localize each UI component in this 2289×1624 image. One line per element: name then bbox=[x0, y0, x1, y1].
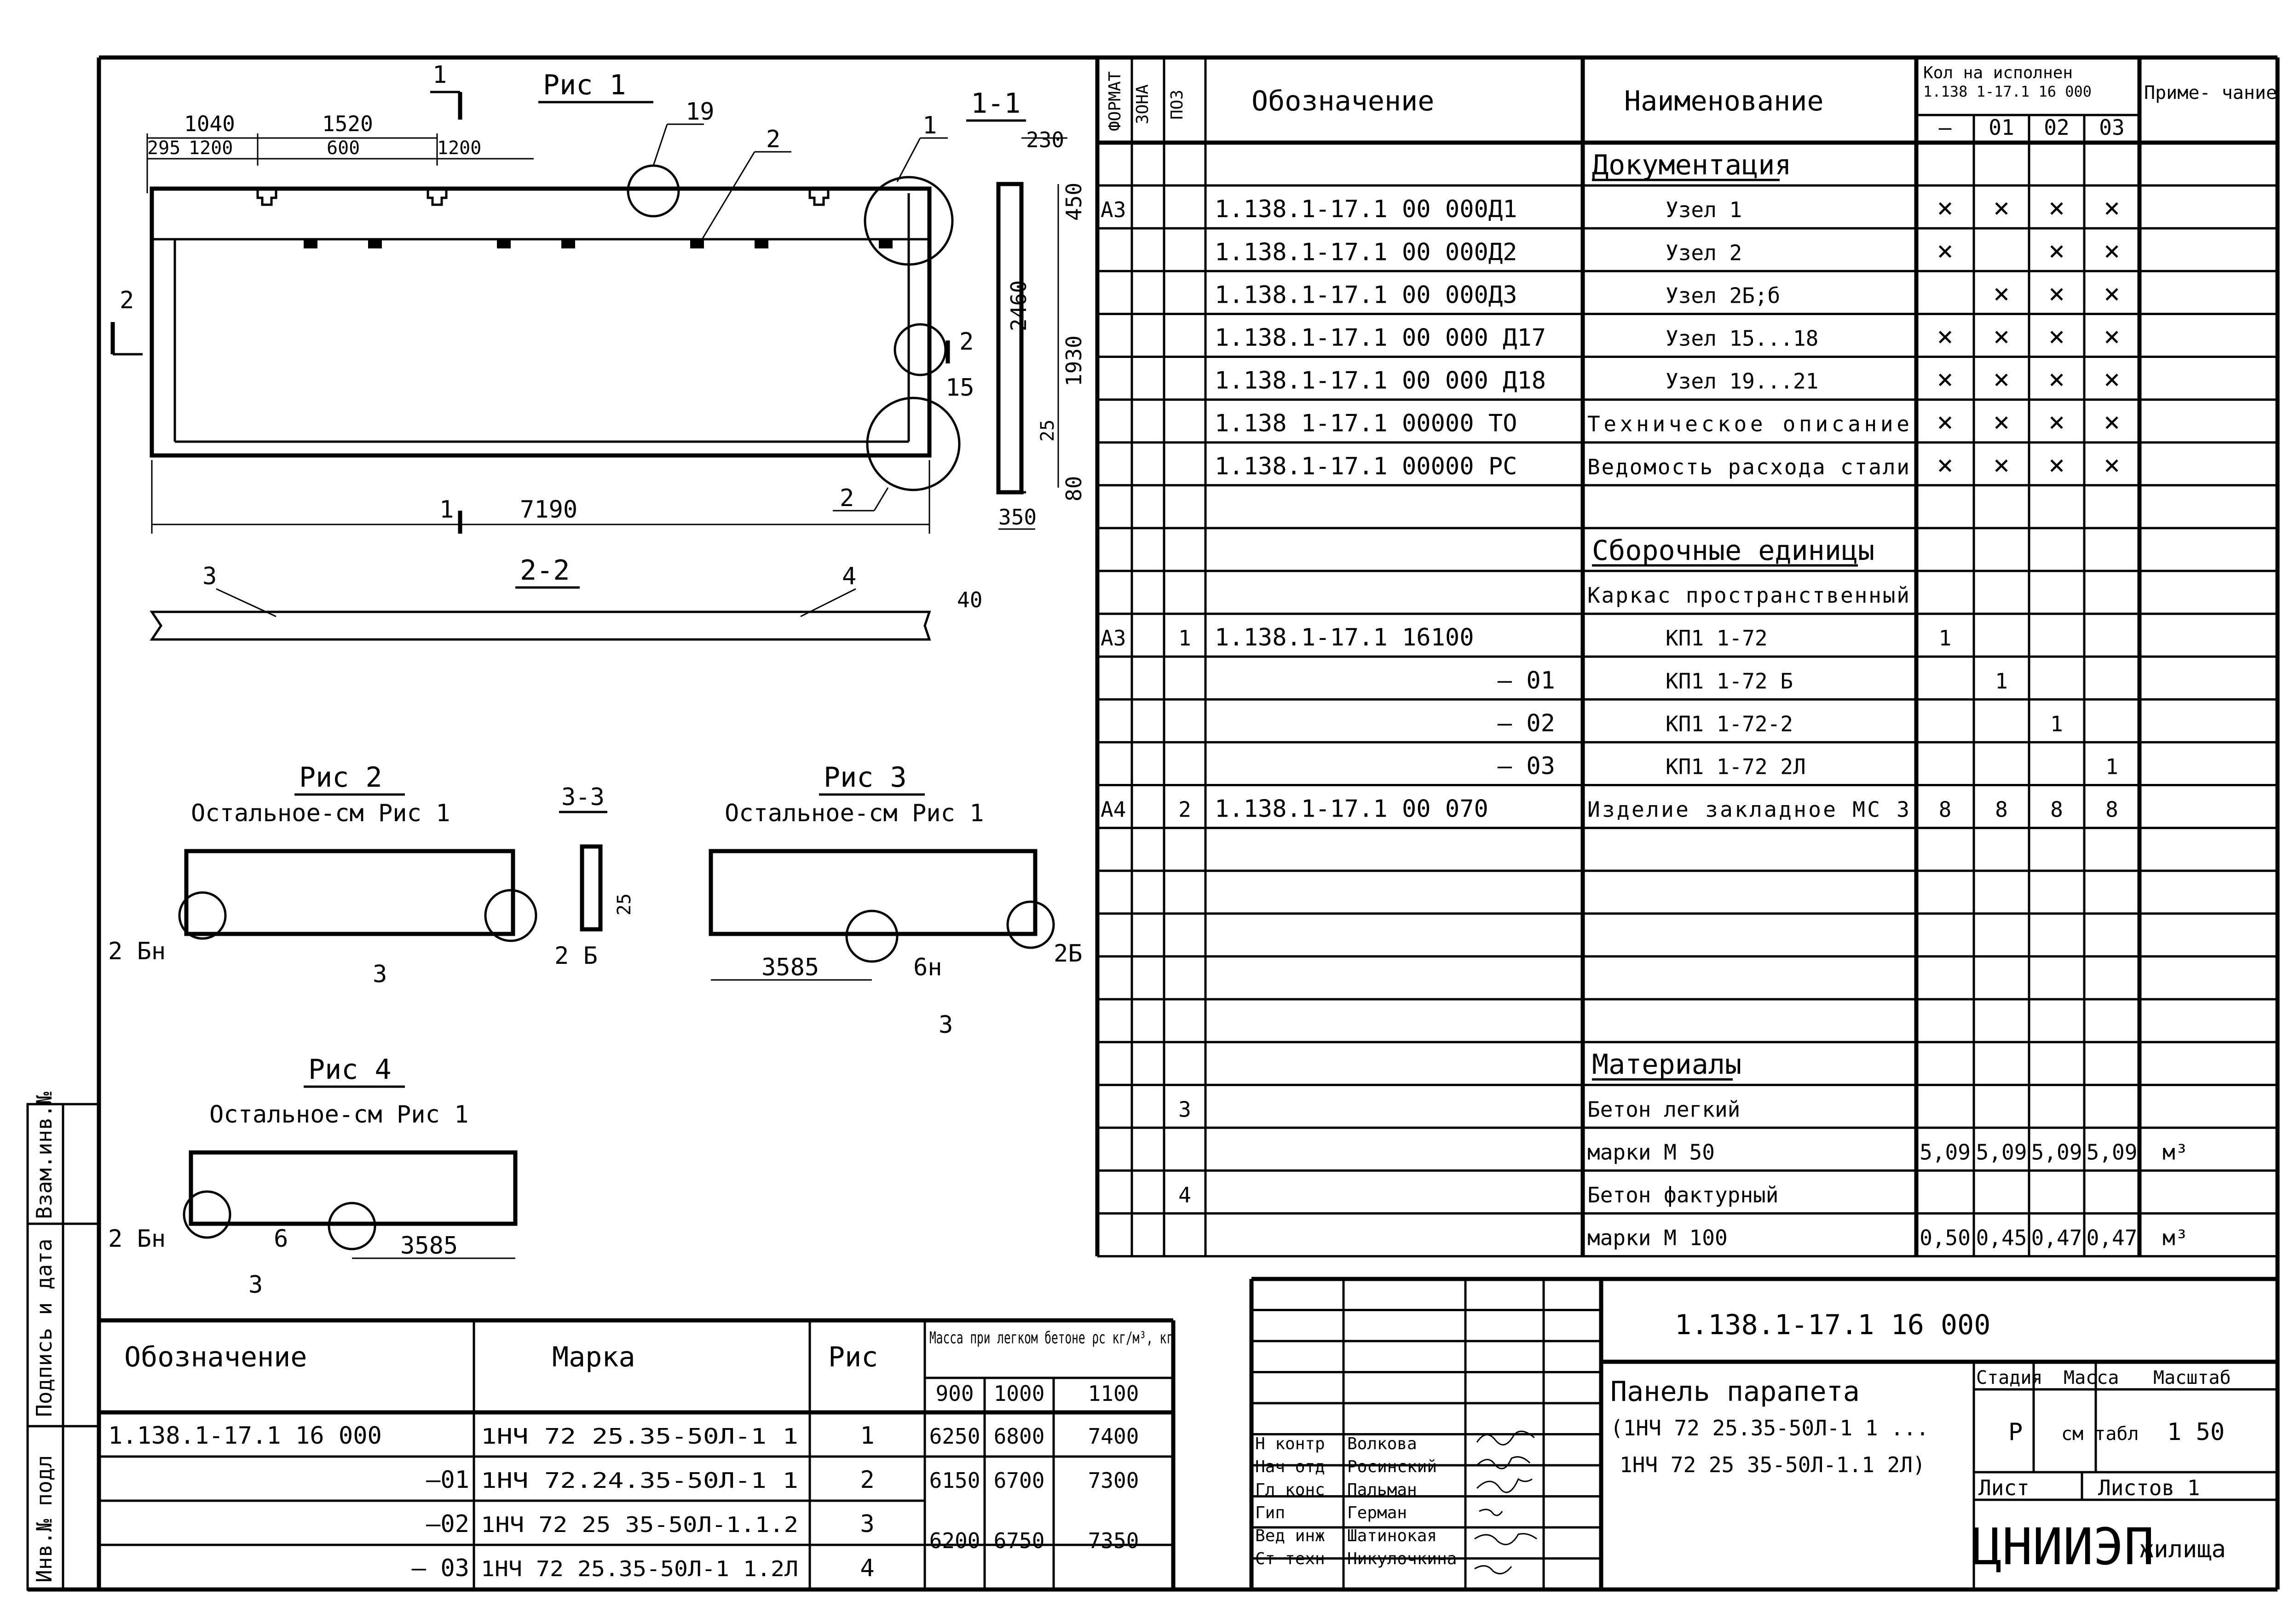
spec-cell-qty: 0,47 bbox=[2086, 1225, 2138, 1250]
spec-cell-name: Узел 1 bbox=[1666, 197, 1742, 223]
spec-cell-format: А4 bbox=[1101, 797, 1126, 822]
marks-header-designation: Обозначение bbox=[124, 1341, 307, 1373]
spec-header-qty: Кол на исполнен bbox=[1923, 63, 2073, 82]
dim-7190: 7190 bbox=[520, 496, 578, 524]
dim-295: 295 bbox=[147, 138, 181, 159]
tb-signers bbox=[1255, 1434, 1457, 1568]
spec-header-note: Приме- чание bbox=[2144, 82, 2277, 104]
tb-signer-name: Росинский bbox=[1347, 1457, 1437, 1476]
fig4-cut: 3 bbox=[248, 1271, 263, 1299]
tb-scale-label: Масштаб bbox=[2153, 1367, 2231, 1388]
tb-scale: 1 50 bbox=[2167, 1418, 2225, 1446]
marks-row bbox=[426, 1466, 1139, 1494]
spec-cell-qty: 5,09 bbox=[1920, 1140, 1971, 1165]
marks-header-mass: Масса при легком бетоне ρс кг/м³, кг bbox=[929, 1329, 1173, 1348]
spec-cell-qty: × bbox=[2103, 406, 2121, 438]
fig3-note: Остальное-см Рис 1 bbox=[725, 800, 984, 827]
tb-signer-role: Ст техн bbox=[1255, 1549, 1325, 1568]
title-block bbox=[1255, 1309, 2231, 1576]
spec-row bbox=[1215, 449, 2120, 481]
spec-header-qty-col: 03 bbox=[2099, 115, 2125, 140]
spec-cell-qty: × bbox=[2103, 449, 2121, 481]
spec-cell-pos: 3 bbox=[1178, 1097, 1191, 1122]
fig2-dim-25: 25 bbox=[614, 893, 635, 916]
fig2-title: Рис 2 bbox=[299, 761, 382, 794]
marks-cell-mass: 7400 bbox=[1088, 1424, 1139, 1449]
tb-signer-name: Герман bbox=[1347, 1503, 1407, 1522]
dim-40: 40 bbox=[957, 587, 983, 612]
callout-2-a: 2 bbox=[766, 126, 781, 153]
tb-signer-role: Гл конс bbox=[1255, 1480, 1325, 1499]
dim-80: 80 bbox=[1061, 476, 1086, 501]
spec-row bbox=[1101, 192, 2120, 224]
dim-1200-a: 1200 bbox=[189, 138, 233, 159]
tb-signer-role: Гип bbox=[1255, 1503, 1286, 1522]
dim-600: 600 bbox=[327, 138, 360, 159]
dim-230: 230 bbox=[1026, 127, 1065, 152]
tb-title: Панель парапета bbox=[1610, 1376, 1860, 1408]
spec-row bbox=[1178, 1097, 1740, 1122]
spec-cell-designation: 1.138 1-17.1 00000 ТО bbox=[1215, 409, 1517, 438]
spec-row bbox=[1215, 277, 2120, 310]
dim-2460: 2460 bbox=[1006, 280, 1031, 331]
spec-cell-qty: 1 bbox=[1995, 668, 2008, 694]
marks-row bbox=[426, 1510, 875, 1538]
spec-cell-qty: × bbox=[2103, 277, 2121, 310]
marks-header-density: 1000 bbox=[993, 1381, 1045, 1406]
fig2-cut: 3 bbox=[373, 961, 387, 988]
spec-cell-qty: 1 bbox=[1938, 626, 1952, 651]
dim-25: 25 bbox=[1037, 419, 1058, 442]
spec-cell-name: КП1 1-72 Б bbox=[1666, 668, 1793, 694]
spec-cell-name: Узел 2 bbox=[1666, 240, 1742, 265]
spec-row bbox=[1178, 1183, 1778, 1208]
spec-cell-name: Изделие закладное МС 3 bbox=[1587, 797, 1909, 822]
spec-cell-qty: 8 bbox=[1995, 797, 2008, 822]
spec-cell-qty: × bbox=[1937, 406, 1954, 438]
spec-row bbox=[1587, 1140, 2188, 1164]
spec-cell-designation: 1.138.1-17.1 00 000 Д18 bbox=[1215, 367, 1546, 395]
spec-cell-name: Ведомость расхода стали bbox=[1587, 454, 1909, 479]
marks-cell-designation: – 03 bbox=[411, 1555, 469, 1582]
spec-cell-qty: × bbox=[1993, 192, 2010, 225]
spec-cell-pos: 2 bbox=[1178, 797, 1191, 822]
tb-signer-row bbox=[1255, 1526, 1437, 1545]
spec-row bbox=[1101, 795, 2118, 823]
spec-row bbox=[1498, 753, 2118, 780]
marks-cell-mass: 6800 bbox=[993, 1424, 1045, 1449]
spec-header-name: Наименование bbox=[1624, 85, 1824, 117]
tb-sheet-label: Лист bbox=[1978, 1475, 2030, 1500]
spec-cell-qty: × bbox=[1993, 320, 2010, 353]
tb-signer-name: Никулочкина bbox=[1347, 1549, 1457, 1568]
spec-cell-qty: 0,45 bbox=[1976, 1225, 2027, 1250]
spec-cell-qty: × bbox=[1993, 449, 2010, 481]
spec-cell-qty: 1 bbox=[2050, 711, 2063, 737]
tb-signer-row bbox=[1255, 1434, 1417, 1453]
spec-row bbox=[1592, 1048, 1741, 1081]
fig4-dim-3585: 3585 bbox=[400, 1232, 458, 1260]
spec-cell-qty: 8 bbox=[1938, 797, 1952, 822]
spec-cell-name: Техническое описание bbox=[1587, 411, 1909, 437]
spec-cell-name: КП1 1-72 bbox=[1666, 626, 1768, 651]
spec-cell-designation: 1.138.1-17.1 00 000Д2 bbox=[1215, 238, 1517, 266]
spec-cell-qty: × bbox=[2103, 363, 2121, 396]
spec-cell-name: Каркас пространственный bbox=[1587, 583, 1909, 608]
tb-mass: см табл bbox=[2061, 1423, 2139, 1445]
spec-header-qty-col: — bbox=[1938, 115, 1952, 140]
tb-org-logo: ЦНИИЭП bbox=[1972, 1517, 2155, 1576]
fig2-node-right: 2 Б bbox=[554, 942, 598, 970]
marks-cell-mass: 7300 bbox=[1088, 1468, 1139, 1493]
marks-cell-mass-merged: 6200 bbox=[929, 1528, 980, 1553]
spec-cell-qty: 8 bbox=[2050, 797, 2063, 822]
fig3-cut: 3 bbox=[939, 1011, 953, 1039]
spec-cell-qty: 5,09 bbox=[1976, 1140, 2027, 1165]
marks-header-mark: Марка bbox=[552, 1341, 635, 1373]
spec-cell-qty: 5,09 bbox=[2086, 1140, 2138, 1165]
spec-cell-format: А3 bbox=[1101, 626, 1126, 651]
spec-cell-qty: 0,50 bbox=[1920, 1225, 1971, 1250]
dim-1040: 1040 bbox=[184, 111, 235, 136]
tb-signer-role: Нач отд bbox=[1255, 1457, 1325, 1476]
spec-cell-name: Бетон фактурный bbox=[1587, 1182, 1779, 1208]
figure-2 bbox=[108, 761, 635, 988]
spec-cell-qty: × bbox=[1993, 277, 2010, 310]
figure-4 bbox=[108, 1054, 515, 1299]
spec-header-zone: ЗОНА bbox=[1133, 84, 1152, 124]
fig2-note: Остальное-см Рис 1 bbox=[191, 800, 450, 827]
fig3-node-2b: 2Б bbox=[1054, 940, 1083, 967]
fig4-node-left: 2 Бн bbox=[108, 1225, 166, 1253]
spec-cell-format: А3 bbox=[1101, 197, 1126, 223]
spec-cell-qty: 5,09 bbox=[2031, 1140, 2082, 1165]
spec-cell-name: марки М 100 bbox=[1587, 1225, 1728, 1250]
callout-1: 1 bbox=[923, 112, 937, 139]
spec-cell-qty: × bbox=[2048, 235, 2065, 267]
marks-cell-mark: 1НЧ 72 25.35-50Л-1 1.2Л bbox=[481, 1556, 798, 1581]
spec-cell-pos: 1 bbox=[1178, 626, 1191, 651]
marks-cell-mass-merged: 7350 bbox=[1088, 1528, 1139, 1553]
spec-cell-qty: × bbox=[2048, 277, 2065, 310]
marks-cell-mark: 1НЧ 72 25.35-50Л-1 1 bbox=[481, 1424, 798, 1449]
margin-inv-podl: Инв.№ подл bbox=[32, 1455, 57, 1583]
tb-signer-role: Н контр bbox=[1255, 1434, 1325, 1453]
spec-header-pos: ПОЗ bbox=[1168, 89, 1187, 120]
fig2-node-left: 2 Бн bbox=[108, 938, 166, 965]
fig1-cut-2: 2 bbox=[120, 287, 134, 314]
marks-cell-fig: 2 bbox=[860, 1466, 875, 1494]
callout-3: 3 bbox=[202, 563, 217, 590]
spec-cell-qty: × bbox=[1937, 192, 1954, 225]
tb-doc-number: 1.138.1-17.1 16 000 bbox=[1675, 1309, 1991, 1341]
section-2-2-title: 2-2 bbox=[520, 554, 570, 587]
spec-rows bbox=[1101, 115, 2188, 1250]
spec-cell-qty: × bbox=[2048, 363, 2065, 396]
spec-row bbox=[1587, 1226, 2188, 1250]
marks-header-fig: Рис bbox=[828, 1341, 878, 1373]
spec-cell-qty: × bbox=[1937, 363, 1954, 396]
callout-2-b: 2 bbox=[959, 328, 974, 356]
marks-cell-mass: 6700 bbox=[993, 1468, 1045, 1493]
tb-org-suffix: жилища bbox=[2139, 1536, 2226, 1563]
spec-cell-designation: 1.138.1-17.1 00 000Д1 bbox=[1215, 196, 1517, 224]
spec-cell-designation: 1.138.1-17.1 00000 РС bbox=[1215, 452, 1517, 480]
spec-cell-name: Узел 2Б;б bbox=[1666, 283, 1781, 308]
spec-cell-name: Узел 19...21 bbox=[1666, 369, 1819, 394]
callout-2-c: 2 bbox=[840, 484, 854, 512]
tb-signer-role: Вед инж bbox=[1255, 1526, 1325, 1545]
dim-1930: 1930 bbox=[1061, 335, 1086, 386]
section-3-3-title: 3-3 bbox=[561, 783, 605, 811]
spec-cell-qty: 8 bbox=[2105, 797, 2118, 822]
spec-cell-qty: 1 bbox=[2105, 754, 2118, 779]
spec-row bbox=[1587, 583, 1909, 608]
fig3-node-6: 6н bbox=[913, 954, 942, 981]
spec-cell-qty: × bbox=[1937, 320, 1954, 353]
spec-row bbox=[1215, 406, 2120, 438]
marks-header-density: 900 bbox=[935, 1381, 974, 1406]
spec-header-format: ФОРМАТ bbox=[1106, 71, 1124, 131]
spec-row bbox=[1215, 321, 2120, 353]
spec-cell-qty: × bbox=[1937, 449, 1954, 481]
tb-sheets-label: Листов 1 bbox=[2098, 1475, 2200, 1500]
dim-450: 450 bbox=[1061, 182, 1086, 221]
spec-cell-note: м³ bbox=[2162, 1140, 2188, 1165]
spec-section-heading: Сборочные единицы bbox=[1592, 535, 1875, 567]
tb-subtitle-1: (1НЧ 72 25.35-50Л-1 1 ... bbox=[1610, 1416, 1929, 1440]
spec-cell-qty: × bbox=[2048, 406, 2065, 438]
marks-cell-fig: 4 bbox=[860, 1555, 875, 1582]
spec-cell-name: Узел 15...18 bbox=[1666, 326, 1819, 351]
spec-header-qty-col: 01 bbox=[1989, 115, 2014, 140]
spec-row bbox=[1215, 235, 2120, 267]
spec-header-qty-sub: 1.138 1-17.1 16 000 bbox=[1923, 83, 2092, 100]
spec-cell-name: Бетон легкий bbox=[1587, 1097, 1741, 1122]
spec-cell-name: КП1 1-72-2 bbox=[1666, 711, 1793, 737]
figure-3 bbox=[711, 761, 1083, 1039]
spec-row bbox=[1101, 624, 1951, 651]
spec-cell-qty: × bbox=[2048, 320, 2065, 353]
spec-cell-qty: 0,47 bbox=[2031, 1225, 2082, 1250]
marks-cell-mass: 6150 bbox=[929, 1468, 980, 1493]
spec-cell-pos: 4 bbox=[1178, 1182, 1191, 1208]
tb-stage: Р bbox=[2008, 1418, 2023, 1446]
spec-cell-name: марки М 50 bbox=[1587, 1140, 1715, 1165]
marks-cell-fig: 1 bbox=[860, 1422, 875, 1450]
spec-cell-designation: – 02 bbox=[1497, 709, 1555, 737]
fig1-cut-mark: 1 bbox=[432, 61, 447, 89]
margin-vzam: Взам.инв.№ bbox=[32, 1092, 57, 1219]
callout-15: 15 bbox=[946, 374, 974, 402]
spec-cell-designation: 1.138.1-17.1 00 070 bbox=[1215, 795, 1488, 823]
fig3-title: Рис 3 bbox=[824, 761, 907, 794]
callout-19: 19 bbox=[686, 98, 715, 126]
spec-section-heading: Материалы bbox=[1592, 1048, 1742, 1081]
marks-header-density: 1100 bbox=[1088, 1381, 1139, 1406]
fig1-title: Рис 1 bbox=[543, 69, 626, 101]
spec-cell-qty: × bbox=[2103, 235, 2121, 267]
marks-cell-designation: –01 bbox=[426, 1466, 469, 1494]
dim-350: 350 bbox=[998, 505, 1037, 530]
spec-row bbox=[1592, 535, 1874, 567]
tb-signer-name: Пальман bbox=[1347, 1480, 1417, 1499]
spec-header-designation: Обозначение bbox=[1251, 85, 1435, 117]
tb-signer-row bbox=[1255, 1503, 1407, 1522]
tb-mass-label: Масса bbox=[2064, 1367, 2119, 1388]
spec-row bbox=[1498, 667, 2008, 694]
section-1-1-title: 1-1 bbox=[971, 87, 1021, 120]
spec-cell-qty: × bbox=[2103, 192, 2121, 225]
marks-cell-designation: 1.138.1-17.1 16 000 bbox=[108, 1422, 382, 1450]
spec-cell-note: м³ bbox=[2162, 1225, 2188, 1250]
spec-row bbox=[1592, 149, 1791, 181]
fig1-cut-mark-bottom: 1 bbox=[439, 496, 454, 524]
tb-signer-name: Волкова bbox=[1347, 1434, 1417, 1453]
spec-cell-qty: × bbox=[2048, 192, 2065, 225]
marks-cell-mass: 6250 bbox=[929, 1424, 980, 1449]
dim-1520: 1520 bbox=[322, 111, 373, 136]
left-margin-stamp bbox=[28, 1092, 99, 1589]
tb-signer-row bbox=[1255, 1457, 1437, 1476]
spec-cell-designation: 1.138.1-17.1 00 000Д3 bbox=[1215, 281, 1517, 309]
spec-cell-qty: × bbox=[2103, 320, 2121, 353]
spec-section-heading: Документация bbox=[1592, 149, 1792, 182]
spec-cell-designation: 1.138.1-17.1 00 000 Д17 bbox=[1215, 324, 1546, 352]
spec-cell-qty: × bbox=[1993, 406, 2010, 438]
marks-cell-mass-merged: 6750 bbox=[993, 1528, 1045, 1553]
figure-1 bbox=[113, 61, 1086, 639]
spec-cell-designation: 1.138.1-17.1 16100 bbox=[1215, 624, 1474, 652]
marks-cell-mark: 1НЧ 72.24.35-50Л-1 1 bbox=[481, 1468, 798, 1493]
dim-1200-b: 1200 bbox=[437, 138, 482, 159]
tb-subtitle-2: 1НЧ 72 25 35-50Л-1.1 2Л) bbox=[1620, 1452, 1926, 1477]
spec-header-qty-col: 02 bbox=[2044, 115, 2070, 140]
spec-cell-designation: – 03 bbox=[1497, 752, 1555, 780]
marks-cell-designation: –02 bbox=[426, 1510, 469, 1538]
spec-cell-qty: × bbox=[1937, 235, 1954, 267]
tb-signer-name: Шатинокая bbox=[1347, 1526, 1437, 1545]
callout-4: 4 bbox=[842, 563, 857, 590]
spec-cell-designation: – 01 bbox=[1497, 667, 1555, 695]
marks-row bbox=[412, 1555, 875, 1582]
tb-stage-label: Стадия bbox=[1976, 1367, 2043, 1388]
fig3-dim-3585: 3585 bbox=[761, 954, 819, 981]
spec-cell-qty: × bbox=[1993, 363, 2010, 396]
marks-cell-fig: 3 bbox=[860, 1510, 875, 1538]
fig4-title: Рис 4 bbox=[308, 1054, 392, 1086]
fig4-node-6: 6 bbox=[274, 1225, 288, 1253]
spec-cell-name: КП1 1-72 2Л bbox=[1666, 754, 1806, 779]
marks-cell-mark: 1НЧ 72 25 35-50Л-1.1.2 bbox=[481, 1512, 798, 1537]
spec-row bbox=[1215, 363, 2120, 396]
margin-sign-date: Подпись и дата bbox=[32, 1238, 57, 1417]
fig4-note: Остальное-см Рис 1 bbox=[209, 1101, 469, 1129]
spec-cell-qty: × bbox=[2048, 449, 2065, 481]
